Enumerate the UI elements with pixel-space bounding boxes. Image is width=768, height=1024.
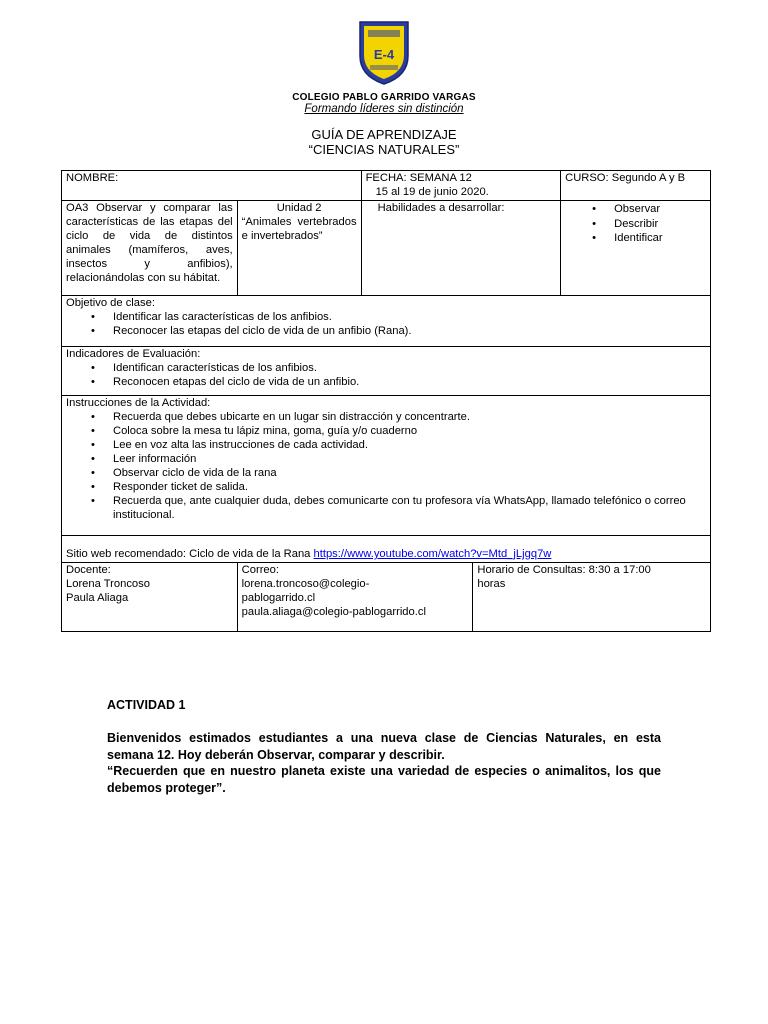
- oa-cell: [62, 201, 238, 296]
- instrucciones-list: [66, 410, 706, 522]
- habilidades-label-cell: [361, 201, 561, 296]
- docente-cell: [62, 563, 238, 632]
- title-line-1: GUÍA DE APRENDIZAJE: [311, 127, 457, 142]
- list-item: • Recuerda que, ante cualquier duda, debes comunicarte con tu profesora vía WhatsApp, llamado telefónico o correo institucional.: [113, 494, 706, 522]
- unidad-cell: [237, 201, 361, 296]
- curso-label: CURSO: Segundo A y B: [565, 172, 686, 184]
- horario-cell: [473, 563, 711, 632]
- correo-cell: [237, 563, 473, 632]
- sitio-cell: [62, 536, 711, 563]
- list-item: • Reconocen etapas del ciclo de vida de un anfibio.: [113, 375, 706, 389]
- fecha-line-1: FECHA: SEMANA 12: [365, 172, 472, 184]
- title-line-2: “CIENCIAS NATURALES”: [308, 142, 460, 157]
- objetivo-row: [62, 296, 711, 347]
- nombre-label: NOMBRE:: [66, 172, 119, 184]
- activity-title: ACTIVIDAD 1: [107, 698, 186, 712]
- instrucciones-cell: [62, 396, 711, 536]
- objetivo-cell: [62, 296, 711, 347]
- list-item: • Coloca sobre la mesa tu lápiz mina, goma, guía y/o cuaderno: [113, 424, 706, 438]
- docente-label: Docente:: [66, 564, 111, 576]
- list-item: • Observar ciclo de vida de la rana: [113, 466, 706, 480]
- list-item: • Observar: [614, 202, 706, 217]
- objetivo-label: Objetivo de clase:: [66, 297, 155, 309]
- list-item: • Lee en voz alta las instrucciones de cada actividad.: [113, 438, 706, 452]
- activity-body: [107, 730, 661, 796]
- instrucciones-label: Instrucciones de la Actividad:: [66, 397, 211, 409]
- correo-line-1: lorena.troncoso@colegio-: [241, 578, 370, 590]
- correo-line-3: paula.aliaga@colegio-pablogarrido.cl: [241, 606, 426, 618]
- fecha-cell: [361, 171, 561, 201]
- oa-text: OA3 Observar y comparar las características de las etapas del ciclo de vida de distintos animales (mamíferos, aves, insectos y anfibios), relacionándolas con su hábitat.: [66, 202, 233, 284]
- list-item: • Recuerda que debes ubicarte en un lugar sin distracción y concentrarte.: [113, 410, 706, 424]
- curso-cell: [561, 171, 711, 201]
- horario-line-1: Horario de Consultas: 8:30 a 17:00: [477, 564, 651, 576]
- sitio-row: [62, 536, 711, 563]
- video-link[interactable]: https://www.youtube.com/watch?v=Mtd_jLjgq7w: [313, 548, 552, 560]
- instrucciones-row: [62, 396, 711, 536]
- indicadores-list: [66, 361, 706, 389]
- activity-paragraph-2: “Recuerden que en nuestro planeta existe una variedad de especies o animalitos, los que debemos proteger”.: [107, 764, 661, 795]
- list-item: • Identificar: [614, 231, 706, 246]
- indicadores-cell: [62, 347, 711, 396]
- indicadores-label: Indicadores de Evaluación:: [66, 348, 201, 360]
- indicadores-row: [62, 347, 711, 396]
- list-item: • Reconocer las etapas del ciclo de vida de un anfibio (Rana).: [113, 324, 706, 338]
- header-row: [62, 171, 711, 201]
- sitio-label: Sitio web recomendado: Ciclo de vida de la Rana: [66, 548, 311, 560]
- docente-name: Paula Aliaga: [66, 592, 129, 604]
- correo-label: Correo:: [241, 564, 279, 576]
- objetivos-list: [66, 310, 706, 338]
- horario-line-2: horas: [477, 578, 506, 590]
- unidad-text: “Animales vertebrados e invertebrados”: [241, 216, 357, 242]
- list-item: • Leer información: [113, 452, 706, 466]
- list-item: • Describir: [614, 217, 706, 232]
- contacto-row: [62, 563, 711, 632]
- fecha-line-2: 15 al 19 de junio 2020.: [375, 186, 489, 198]
- school-crest-logo: [358, 20, 410, 86]
- activity-paragraph-1: Bienvenidos estimados estudiantes a una nueva clase de Ciencias Naturales, en esta semana 12. Hoy deberán Observar, comparar y describir.: [107, 731, 661, 762]
- oa-row: [62, 201, 711, 296]
- list-item: • Responder ticket de salida.: [113, 480, 706, 494]
- nombre-cell: [62, 171, 362, 201]
- school-name: COLEGIO PABLO GARRIDO VARGAS: [292, 92, 476, 103]
- school-motto: Formando líderes sin distinción: [304, 103, 464, 115]
- list-item: • Identificar las características de los anfibios.: [113, 310, 706, 324]
- document-title: [0, 127, 768, 157]
- habilidades-cell: [561, 201, 711, 296]
- crest-text: E-4: [373, 47, 395, 62]
- list-item: • Identifican características de los anfibios.: [113, 361, 706, 375]
- docente-name: Lorena Troncoso: [66, 578, 150, 590]
- unidad-label: Unidad 2: [276, 202, 322, 214]
- correo-line-2: pablogarrido.cl: [241, 592, 316, 604]
- habilidades-label: Habilidades a desarrollar:: [377, 202, 505, 214]
- habilidades-list: [565, 202, 706, 246]
- guide-info-table: [61, 170, 711, 632]
